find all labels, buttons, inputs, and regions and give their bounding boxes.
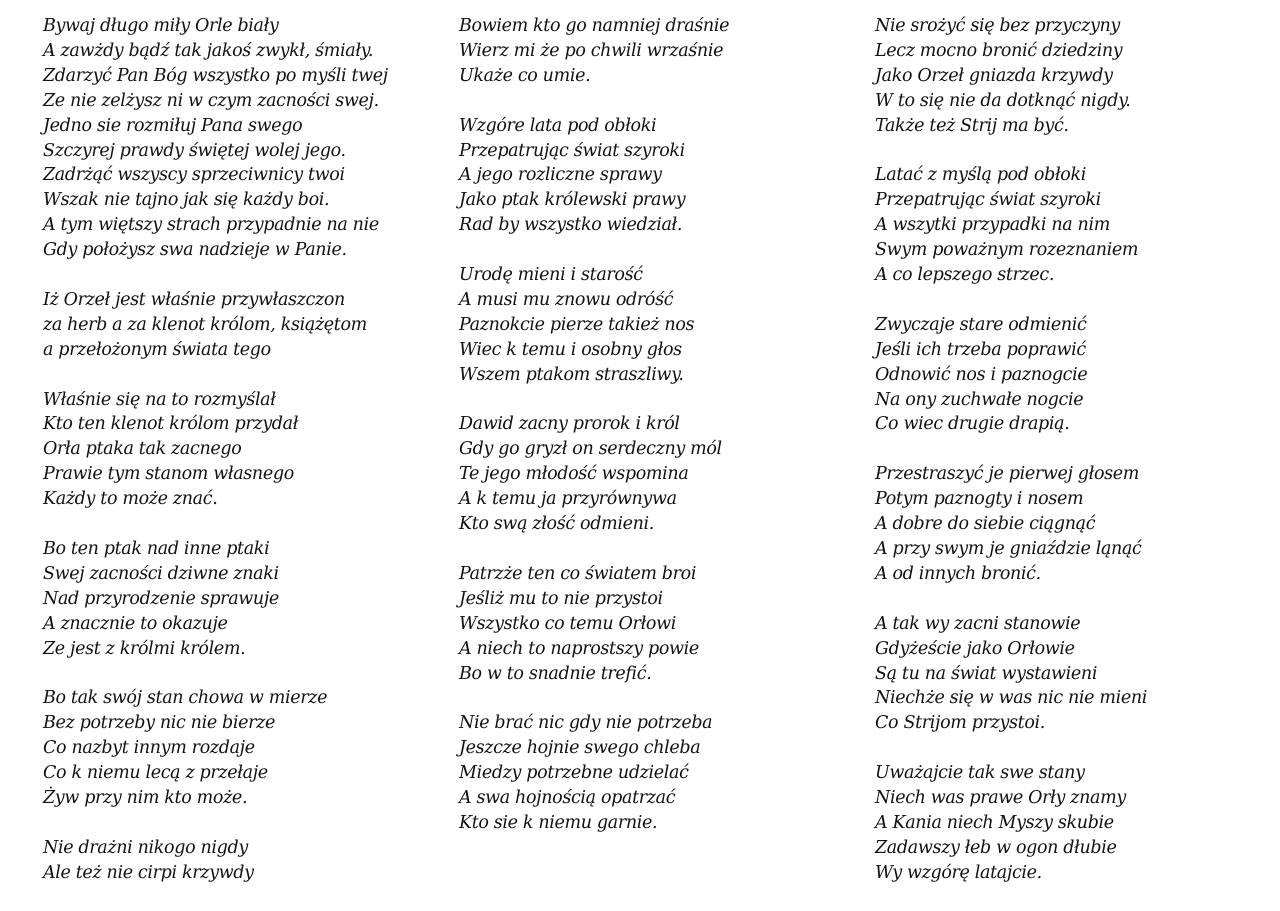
- verse-line: Ukaże co umie.: [459, 65, 591, 86]
- stanza: [43, 537, 443, 662]
- verse-line: a przełożonym świata tego: [43, 339, 271, 360]
- verse-line: Uważajcie tak swe stany: [875, 763, 1085, 784]
- verse-line: Niech was prawe Orły znamy: [875, 788, 1126, 809]
- verse-line: Bywaj długo miły Orle biały: [43, 16, 279, 36]
- verse-line: Niechże się w was nic nie mieni: [875, 688, 1148, 709]
- stanza: [875, 313, 1275, 438]
- verse-line: Gdy go gryzł on serdeczny mól: [459, 439, 722, 460]
- verse-line: Urodę mieni i starość: [459, 265, 643, 286]
- verse-line: Wy wzgórę latajcie.: [875, 862, 1042, 883]
- verse-line: Wiec k temu i osobny głos: [459, 339, 682, 360]
- verse-line: Swej zacności dziwne znaki: [43, 563, 279, 584]
- poem-column-1: [43, 14, 443, 911]
- verse-line: Co wiec drugie drapią.: [875, 414, 1070, 435]
- verse-line: Wszem ptakom straszliwy.: [459, 364, 684, 385]
- verse-line: Latać z myślą pod obłoki: [875, 165, 1086, 186]
- verse-line: Żyw przy nim kto może.: [43, 788, 248, 809]
- verse-line: Co nazbyt innym rozdaje: [43, 738, 255, 759]
- verse-line: Bowiem kto go namniej draśnie: [459, 16, 730, 36]
- verse-line: Ze nie zelżysz ni w czym zacności swej.: [43, 90, 379, 111]
- verse-line: A co lepszego strzec.: [875, 265, 1055, 286]
- stanza: [43, 686, 443, 811]
- verse-line: Co Strijom przystoi.: [875, 713, 1045, 734]
- verse-line: A znacznie to okazuje: [43, 613, 228, 634]
- verse-line: Jeśli ich trzeba poprawić: [875, 339, 1086, 360]
- verse-line: Nie brać nic gdy nie potrzeba: [459, 713, 713, 734]
- verse-line: Kto sie k niemu garnie.: [459, 812, 658, 833]
- verse-line: Przestraszyć je pierwej głosem: [875, 464, 1140, 485]
- verse-line: A Kania niech Myszy skubie: [875, 812, 1114, 833]
- verse-line: A przy swym je gniaździe ląnąć: [875, 538, 1142, 559]
- verse-line: Wszak nie tajno jak się każdy boi.: [43, 190, 330, 211]
- verse-line: Ze jest z królmi królem.: [43, 638, 246, 659]
- verse-line: Odnowić nos i paznogcie: [875, 364, 1088, 385]
- verse-line: Te jego młodość wspomina: [459, 464, 689, 485]
- verse-line: Lecz mocno bronić dziedziny: [875, 40, 1123, 61]
- verse-line: Patrzże ten co światem broi: [459, 563, 697, 584]
- stanza: [875, 163, 1275, 288]
- verse-line: Zadrżąć wszyscy sprzeciwnicy twoi: [43, 165, 345, 186]
- verse-line: Także też Strij ma być.: [875, 115, 1069, 136]
- verse-line: Ale też nie cirpi krzywdy: [43, 862, 254, 883]
- verse-line: Nad przyrodzenie sprawuje: [43, 588, 279, 609]
- verse-line: Właśnie się na to rozmyślał: [43, 389, 276, 410]
- stanza: [43, 14, 443, 263]
- verse-line: Potym paznogty i nosem: [875, 489, 1084, 510]
- verse-line: Bo ten ptak nad inne ptaki: [43, 538, 270, 559]
- verse-line: Jedno sie rozmiłuj Pana swego: [43, 115, 303, 136]
- verse-line: Bo w to snadnie trefić.: [459, 663, 652, 684]
- verse-line: Co k niemu lecą z przełaje: [43, 763, 268, 784]
- verse-line: Bo tak swój stan chowa w mierze: [43, 688, 328, 709]
- verse-line: Gdy położysz swa nadzieje w Panie.: [43, 240, 347, 261]
- verse-line: Jako ptak królewski prawy: [459, 190, 686, 211]
- verse-line: Orła ptaka tak zacnego: [43, 439, 242, 460]
- verse-line: Rad by wszystko wiedział.: [459, 215, 683, 236]
- stanza: [459, 711, 859, 836]
- verse-line: Jeśliż mu to nie przystoi: [459, 588, 663, 609]
- poem-column-3: [875, 14, 1275, 911]
- verse-line: W to się nie da dotknąć nigdy.: [875, 90, 1131, 111]
- verse-line: Każdy to może znać.: [43, 489, 218, 510]
- verse-line: Zdarzyć Pan Bóg wszystko po myśli twej: [43, 65, 388, 86]
- verse-line: Wzgóre lata pod obłoki: [459, 115, 657, 136]
- stanza: [459, 114, 859, 239]
- stanza: [43, 288, 443, 363]
- verse-line: Iż Orzeł jest właśnie przywłaszczon: [43, 289, 345, 310]
- verse-line: Na ony zuchwałe nogcie: [875, 389, 1084, 410]
- verse-line: Kto swą złość odmieni.: [459, 514, 654, 535]
- verse-line: Przepatrując świat szyroki: [459, 140, 685, 161]
- verse-line: Nie srożyć się bez przyczyny: [875, 16, 1120, 36]
- stanza: [459, 562, 859, 687]
- verse-line: Wierz mi że po chwili wrzaśnie: [459, 40, 724, 61]
- verse-line: Miedzy potrzebne udzielać: [459, 763, 689, 784]
- poem-column-2: [459, 14, 859, 861]
- verse-line: Szczyrej prawdy świętej wolej jego.: [43, 140, 346, 161]
- verse-line: Wszystko co temu Orłowi: [459, 613, 676, 634]
- verse-line: A niech to naprostszy powie: [459, 638, 699, 659]
- verse-line: za herb a za klenot królom, książętom: [43, 314, 367, 335]
- stanza: [43, 836, 443, 886]
- verse-line: A wszytki przypadki na nim: [875, 215, 1110, 236]
- stanza: [459, 14, 859, 89]
- verse-line: Prawie tym stanom własnego: [43, 464, 294, 485]
- verse-line: A dobre do siebie ciągnąć: [875, 514, 1096, 535]
- stanza: [875, 612, 1275, 737]
- verse-line: A swa hojnością opatrzać: [459, 788, 676, 809]
- stanza: [875, 462, 1275, 587]
- verse-line: Zwyczaje stare odmienić: [875, 314, 1087, 335]
- stanza: [875, 14, 1275, 139]
- stanza: [43, 388, 443, 513]
- verse-line: Jeszcze hojnie swego chleba: [459, 738, 701, 759]
- verse-line: A tak wy zacni stanowie: [875, 613, 1081, 634]
- verse-line: A k temu ja przyrównywa: [459, 489, 677, 510]
- verse-line: A jego rozliczne sprawy: [459, 165, 662, 186]
- verse-line: Kto ten klenot królom przydał: [43, 414, 299, 435]
- verse-line: A musi mu znowu odróść: [459, 289, 674, 310]
- verse-line: Dawid zacny prorok i król: [459, 414, 680, 435]
- verse-line: Gdyżeście jako Orłowie: [875, 638, 1075, 659]
- verse-line: Bez potrzeby nic nie bierze: [43, 713, 276, 734]
- verse-line: Zadawszy łeb w ogon dłubie: [875, 837, 1117, 858]
- verse-line: Jako Orzeł gniazda krzywdy: [875, 65, 1113, 86]
- verse-line: Paznokcie pierze takież nos: [459, 314, 695, 335]
- verse-line: Są tu na świat wystawieni: [875, 663, 1098, 684]
- verse-line: Przepatrując świat szyroki: [875, 190, 1101, 211]
- verse-line: Nie drażni nikogo nigdy: [43, 837, 248, 858]
- verse-line: A tym więtszy strach przypadnie na nie: [43, 215, 379, 236]
- stanza: [875, 761, 1275, 886]
- verse-line: Swym poważnym rozeznaniem: [875, 240, 1139, 261]
- stanza: [459, 412, 859, 537]
- verse-line: A od innych bronić.: [875, 563, 1041, 584]
- stanza: [459, 263, 859, 388]
- verse-line: A zawżdy bądź tak jakoś zwykł, śmiały.: [43, 40, 374, 61]
